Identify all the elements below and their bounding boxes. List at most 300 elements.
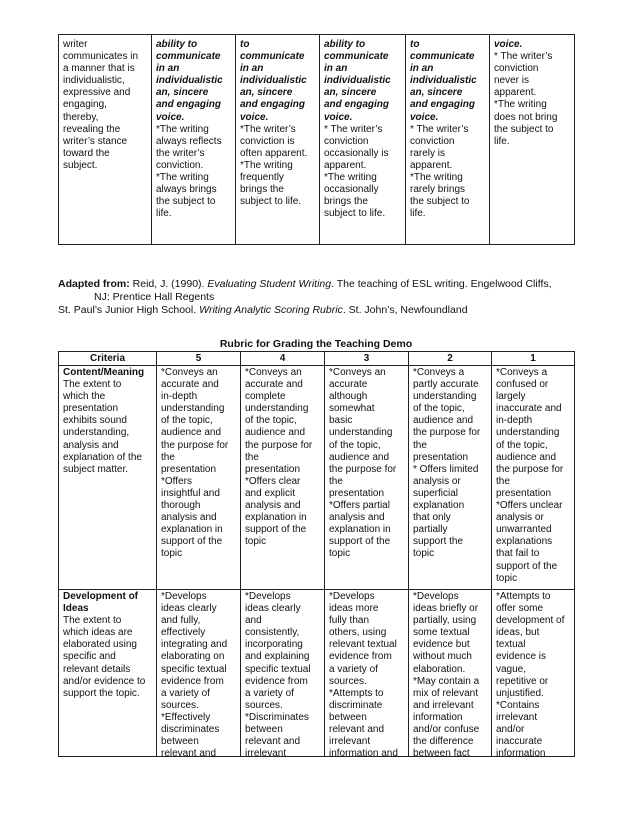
cell-line: and explicit [245, 487, 296, 499]
cell-line: analysis and [245, 500, 301, 512]
score-cell [152, 35, 236, 245]
cell-line: superficial [413, 487, 459, 499]
cell-line: frequently [240, 172, 284, 184]
cell-line: mix of relevant [413, 687, 479, 699]
cell-line: insightful and [161, 487, 220, 499]
cell-line: information [413, 711, 463, 723]
cell-line: support of the [496, 560, 558, 572]
cell-line: consistently, [245, 627, 300, 639]
cell-line: occasionally is [324, 147, 389, 159]
cell-line: thorough [161, 500, 201, 512]
cell-line: Ideas [63, 603, 89, 615]
table-row [59, 35, 575, 245]
cell-line: revealing the [63, 123, 121, 135]
cell-line: the [496, 475, 510, 487]
column-header: 2 [409, 352, 492, 366]
cell-line: apparent. [494, 87, 537, 99]
cell-line: ideas more [329, 603, 379, 615]
cell-line: specific and [63, 651, 116, 663]
cell-line: *The writing [410, 172, 463, 184]
cell-line: *Develops [245, 591, 291, 602]
cell-line: between [245, 724, 283, 736]
cell-line: sources. [245, 699, 283, 711]
cell-text [63, 591, 152, 615]
cell-line: partially, using [413, 615, 477, 627]
cell-line: communicates in [63, 51, 139, 63]
cell-line: *Develops [161, 591, 207, 602]
cell-line: presentation [329, 487, 385, 499]
cell-line: and explaining [245, 651, 310, 663]
cell-line: without much [413, 651, 472, 663]
score-cell [409, 590, 492, 757]
cell-line: vague, [496, 663, 527, 675]
cell-line: voice. [324, 111, 353, 123]
score-cell [325, 366, 409, 590]
criterion-cell [59, 590, 157, 757]
cell-line: engaging, [63, 99, 107, 111]
cell-line: individualistic, [63, 75, 125, 87]
cell-line: presentation [161, 463, 217, 475]
cell-line: individualistic [240, 75, 307, 87]
column-header: 4 [241, 352, 325, 366]
cell-line: in an [156, 63, 180, 75]
cell-line: *Develops [329, 591, 375, 602]
score-cell [325, 590, 409, 757]
cell-line: ideas clearly [245, 603, 301, 615]
cell-line: ability to [156, 39, 198, 50]
cell-line: evidence is [496, 651, 547, 663]
cell-line: toward the [63, 147, 110, 159]
cell-line: accurate [329, 379, 368, 391]
cell-text [156, 124, 231, 221]
cell-line: an, sincere [410, 87, 463, 99]
cell-line: *Offers partial [329, 500, 390, 512]
cell-line: *Conveys a [413, 367, 465, 378]
cell-line: and/or evidence to [63, 675, 146, 687]
cell-line: *Offers unclear [496, 500, 563, 512]
cell-line: never is [494, 75, 530, 87]
cell-line: and fully, [161, 615, 201, 627]
cell-line: communicate [324, 51, 389, 63]
cell-line: *The writer’s [240, 123, 296, 135]
cell-line: *The writing [240, 159, 293, 171]
cell-line: unwarranted [496, 524, 552, 536]
cell-line: the purpose for [413, 427, 481, 439]
cell-line: development of [496, 615, 565, 627]
cell-line: and engaging [324, 99, 389, 111]
cell-text [161, 367, 236, 561]
cell-line: and engaging [240, 99, 305, 111]
cell-line: understanding [413, 391, 477, 403]
cell-text [329, 367, 404, 561]
cell-line: occasionally [324, 184, 379, 196]
cell-text [161, 591, 236, 756]
cell-line: life. [494, 135, 510, 147]
cell-line: writer [63, 39, 88, 50]
cell-line: explanation [413, 500, 465, 512]
cell-line: support of the [329, 536, 391, 548]
cell-line: apparent. [410, 159, 453, 171]
cell-line: *May contain a [413, 675, 480, 687]
cell-line: the [329, 475, 343, 487]
cell-line: information and [329, 748, 398, 756]
cell-line: some textual [413, 627, 470, 639]
cell-line: ideas briefly or [413, 603, 479, 615]
score-cell [409, 366, 492, 590]
column-header: 1 [492, 352, 575, 366]
cell-text [494, 39, 570, 51]
cell-line: analysis and [329, 512, 385, 524]
cell-line: between [329, 711, 367, 723]
cell-line: *The writing [156, 123, 209, 135]
cell-text [494, 51, 570, 148]
cell-line: * The writer’s [324, 123, 383, 135]
cell-line: that only [413, 512, 451, 524]
cell-line: confused or [496, 379, 549, 391]
cell-line: to [240, 39, 250, 50]
cell-text [413, 591, 487, 756]
cell-line: specific textual [161, 663, 227, 675]
cell-line: and/or [496, 724, 525, 736]
cell-line: voice. [410, 111, 439, 123]
cell-text [329, 591, 404, 756]
cell-line: explanation in [245, 512, 307, 524]
cell-text [324, 124, 401, 221]
cell-line: the [413, 439, 427, 451]
cell-line: relevant and [329, 724, 385, 736]
cell-line: the [245, 451, 259, 463]
cell-line: the subject to [156, 196, 216, 208]
score-cell [406, 35, 490, 245]
cell-line: incorporating [245, 639, 303, 651]
cell-line: *The writing [156, 172, 209, 184]
teaching-demo-rubric-table [58, 351, 575, 757]
cell-line: subject to life. [324, 208, 386, 220]
cell-text [496, 591, 570, 756]
cell-line: relevant details [63, 663, 131, 675]
score-cell [492, 590, 575, 757]
cell-line: and [245, 615, 262, 627]
cell-text [63, 39, 147, 172]
cell-line: brings the [324, 196, 368, 208]
cell-line: * The writer’s [410, 123, 469, 135]
cell-line: of the topic, [413, 403, 465, 415]
cell-line: *Attempts to [496, 591, 551, 602]
cell-line: between [161, 736, 199, 748]
cell-line: integrating and [161, 639, 228, 651]
cell-line: The extent to [63, 615, 122, 627]
cell-line: in-depth [496, 415, 533, 427]
cell-line: support of the [245, 524, 307, 536]
cell-line: *Conveys an [245, 367, 302, 378]
cell-line: relevant and [245, 736, 301, 748]
cell-line: *Discriminates [245, 711, 309, 723]
cell-line: sources. [161, 699, 199, 711]
cell-line: conviction is [240, 135, 295, 147]
cell-line: the purpose for [245, 439, 313, 451]
cell-line: topic [161, 548, 183, 560]
cell-line: accurate and [245, 379, 303, 391]
cell-line: presentation [63, 403, 119, 415]
cell-line: analysis or [496, 512, 544, 524]
cell-line: evidence from [161, 675, 224, 687]
cell-line: of the topic, [245, 415, 297, 427]
cell-line: subject. [63, 159, 98, 171]
cell-line: The extent to [63, 379, 122, 391]
header-row [59, 352, 575, 366]
cell-line: elaborating on [161, 651, 225, 663]
cell-line: individualistic [156, 75, 223, 87]
score-cell [241, 590, 325, 757]
cell-line: support the [413, 536, 464, 548]
cell-line: support the topic. [63, 687, 140, 699]
citation-line-1: Adapted from: Reid, J. (1990). Evaluating Student Writing. The teaching of ESL writing. Engelwood Cliffs, [58, 278, 552, 290]
cell-line: *Attempts to [329, 687, 384, 699]
cell-line: evidence from [245, 675, 308, 687]
cell-line: the subject to [410, 196, 470, 208]
cell-line: the purpose for [161, 439, 229, 451]
cell-line: voice. [240, 111, 269, 123]
score-cell [157, 590, 241, 757]
cell-line: repetitive or [496, 675, 549, 687]
cell-line: a variety of [245, 687, 294, 699]
cell-line: although [329, 391, 368, 403]
cell-line: understanding [245, 403, 309, 415]
cell-line: offer some [496, 603, 544, 615]
cell-line: Development of [63, 591, 139, 602]
cell-line: basic [329, 415, 353, 427]
cell-line: the subject to [494, 123, 554, 135]
cell-line: * Offers limited [413, 463, 479, 475]
cell-line: exhibits sound [63, 415, 127, 427]
cell-line: conviction [324, 135, 369, 147]
cell-text [156, 39, 231, 124]
cell-line: the difference [413, 736, 474, 748]
cell-line: textual [496, 639, 526, 651]
table-row [59, 366, 575, 590]
cell-line: *Conveys a [496, 367, 548, 378]
cell-text [240, 124, 315, 209]
cell-line: presentation [496, 487, 552, 499]
cell-line: to [410, 39, 420, 50]
cell-line: and engaging [410, 99, 475, 111]
cell-line: expressive and [63, 87, 131, 99]
score-cell [241, 366, 325, 590]
cell-line: effectively [161, 627, 206, 639]
cell-line: audience and [413, 415, 474, 427]
cell-line: the [161, 451, 175, 463]
cell-line: that fail to [496, 548, 540, 560]
cell-line: specific textual [245, 663, 311, 675]
column-header: 3 [325, 352, 409, 366]
cell-line: topic [329, 548, 351, 560]
cell-text [63, 615, 152, 700]
citation-block [58, 278, 552, 317]
cell-line: apparent. [324, 159, 367, 171]
cell-line: a variety of [161, 687, 210, 699]
cell-line: topic [413, 548, 435, 560]
cell-line: *Offers [161, 475, 192, 487]
cell-line: communicate [410, 51, 475, 63]
cell-line: and irrelevant [413, 699, 474, 711]
cell-line: ability to [324, 39, 366, 50]
cell-line: understanding [161, 403, 225, 415]
cell-line: *The writing [324, 172, 377, 184]
cell-line: a manner that is [63, 63, 135, 75]
cell-line: topic [496, 572, 518, 584]
cell-line: unjustified. [496, 687, 544, 699]
cell-line: thereby, [63, 111, 99, 123]
cell-line: irrelevant [329, 736, 371, 748]
cell-line: sources. [329, 675, 367, 687]
cell-line: elaborated using [63, 639, 137, 651]
cell-line: understanding [496, 427, 560, 439]
cell-line: brings the [240, 184, 284, 196]
cell-text [413, 367, 487, 561]
cell-line: conviction [494, 63, 539, 75]
cell-line: always reflects [156, 135, 222, 147]
cell-line: inaccurate [496, 736, 543, 748]
table-row [59, 590, 575, 757]
cell-line: individualistic [410, 75, 477, 87]
cell-line: largely [496, 391, 526, 403]
score-cell [490, 35, 575, 245]
cell-line: explanation of the [63, 451, 142, 463]
cell-line: of the topic, [329, 439, 381, 451]
cell-line: and/or confuse [413, 724, 480, 736]
cell-line: the purpose for [496, 463, 564, 475]
cell-line: voice. [494, 39, 523, 50]
cell-line: which ideas are [63, 627, 133, 639]
cell-line: subject to life. [240, 196, 302, 208]
cell-line: somewhat [329, 403, 375, 415]
cell-line: partly accurate [413, 379, 479, 391]
score-cell [492, 366, 575, 590]
previous-rubric-table-fragment [58, 34, 575, 245]
column-header: 5 [157, 352, 241, 366]
cell-line: information [496, 748, 546, 756]
cell-line: subject matter. [63, 463, 129, 475]
cell-line: communicate [156, 51, 221, 63]
cell-line: presentation [245, 463, 301, 475]
cell-text [496, 367, 570, 585]
cell-text [410, 39, 485, 124]
cell-line: relevant textual [329, 639, 397, 651]
cell-line: ideas, but [496, 627, 540, 639]
cell-line: discriminates [161, 724, 220, 736]
cell-line: which the [63, 391, 106, 403]
rubric-title: Rubric for Grading the Teaching Demo [219, 338, 413, 350]
cell-line: audience and [161, 427, 222, 439]
cell-text [245, 367, 320, 548]
cell-line: writer’s stance [63, 135, 128, 147]
cell-line: a variety of [329, 663, 378, 675]
cell-line: irrelevant [496, 711, 538, 723]
cell-line: analysis and [63, 439, 119, 451]
cell-line: of the topic, [161, 415, 213, 427]
cell-line: *Contains [496, 699, 540, 711]
cell-line: an, sincere [156, 87, 209, 99]
cell-line: analysis or [413, 475, 461, 487]
cell-line: accurate and [161, 379, 219, 391]
cell-line: in-depth [161, 391, 198, 403]
cell-line: discriminate [329, 699, 383, 711]
cell-line: ideas clearly [161, 603, 217, 615]
cell-line: the writer’s [156, 147, 205, 159]
cell-line: *Conveys an [329, 367, 386, 378]
cell-line: communicate [240, 51, 305, 63]
criterion-cell [59, 35, 152, 245]
score-cell [236, 35, 320, 245]
cell-line: explanation in [329, 524, 391, 536]
cell-line: in an [410, 63, 434, 75]
cell-line: explanations [496, 536, 553, 548]
cell-line: individualistic [324, 75, 391, 87]
cell-line: partially [413, 524, 448, 536]
cell-line: of the topic, [496, 439, 548, 451]
cell-line: analysis and [161, 512, 217, 524]
cell-line: an, sincere [240, 87, 293, 99]
cell-line: understanding [329, 427, 393, 439]
cell-line: conviction. [156, 159, 204, 171]
cell-line: and engaging [156, 99, 221, 111]
cell-text [63, 379, 152, 476]
cell-text [410, 124, 485, 221]
cell-line: life. [410, 208, 426, 220]
cell-text [324, 39, 401, 124]
cell-line: relevant and [161, 748, 217, 756]
cell-text [245, 591, 320, 756]
score-cell [157, 366, 241, 590]
cell-line: explanation in [161, 524, 223, 536]
cell-line: presentation [413, 451, 469, 463]
cell-line: audience and [329, 451, 390, 463]
column-header: Criteria [59, 352, 157, 366]
cell-line: *Offers clear [245, 475, 301, 487]
cell-line: * The writer’s [494, 51, 553, 63]
cell-line: *The writing [494, 99, 547, 111]
cell-line: often apparent. [240, 147, 308, 159]
cell-line: irrelevant [245, 748, 287, 756]
cell-line: inaccurate and [496, 403, 562, 415]
cell-line: *Effectively [161, 711, 211, 723]
cell-line: evidence but [413, 639, 470, 651]
cell-line: support of the [161, 536, 223, 548]
cell-line: rarely brings [410, 184, 466, 196]
cell-line: life. [156, 208, 172, 220]
score-cell [320, 35, 406, 245]
cell-line: *Conveys an [161, 367, 218, 378]
cell-line: audience and [245, 427, 306, 439]
cell-line: *Develops [413, 591, 459, 602]
cell-line: an, sincere [324, 87, 377, 99]
cell-line: in an [240, 63, 264, 75]
cell-line: in an [324, 63, 348, 75]
cell-line: conviction [410, 135, 455, 147]
cell-line: between fact [413, 748, 470, 756]
cell-line: evidence from [329, 651, 392, 663]
cell-line: voice. [156, 111, 185, 123]
cell-line: elaboration. [413, 663, 466, 675]
cell-line: topic [245, 536, 267, 548]
cell-line: fully than [329, 615, 370, 627]
cell-text [240, 39, 315, 124]
citation-line-3: St. Paul’s Junior High School. Writing Analytic Scoring Rubric. St. John’s, Newfoundland [58, 304, 468, 316]
cell-line: does not bring [494, 111, 558, 123]
citation-line-2: NJ: Prentice Hall Regents [94, 291, 215, 303]
cell-line: rarely is [410, 147, 446, 159]
cell-line: always brings [156, 184, 217, 196]
